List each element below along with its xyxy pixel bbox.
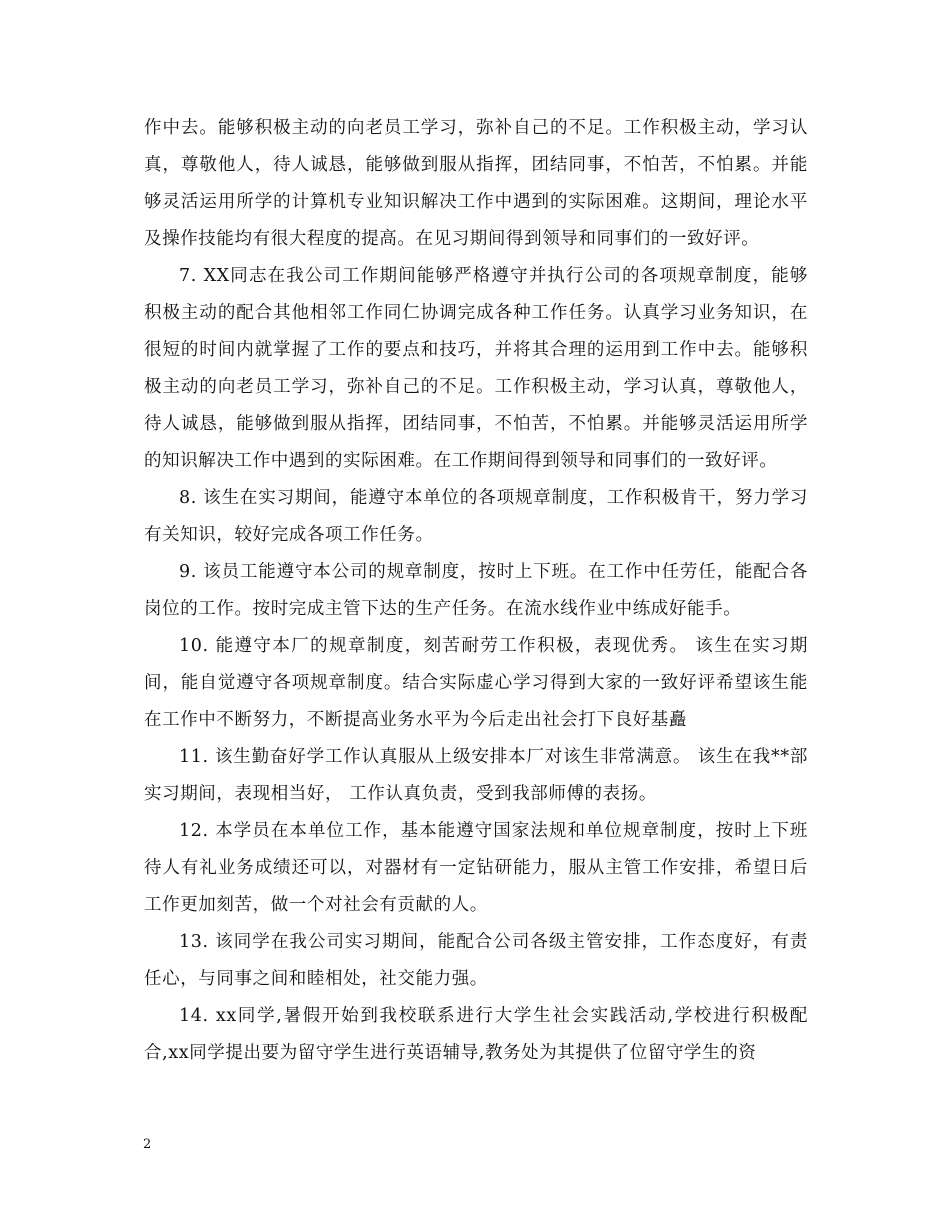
paragraph-item-11: 11. 该生勤奋好学工作认真服从上级安排本厂对该生非常满意。 该生在我**部实习期间，表现相当好， 工作认真负责，受到我部师傅的表扬。 [144, 747, 808, 804]
document-body [144, 110, 808, 1072]
paragraph-item-10: 10. 能遵守本厂的规章制度，刻苦耐劳工作积极，表现优秀。 该生在实习期间，能自觉遵守各项规章制度。结合实际虚心学习得到大家的一致好评希望该生能在工作中不断努力，不断提高业务水平为今后走出社会打下良好基矗 [144, 636, 808, 730]
paragraph-item-9: 9. 该员工能遵守本公司的规章制度，按时上下班。在工作中任劳任，能配合各岗位的工作。按时完成主管下达的生产任务。在流水线作业中练成好能手。 [144, 562, 808, 619]
paragraph-item-8: 8. 该生在实习期间，能遵守本单位的各项规章制度，工作积极肯干，努力学习有关知识，较好完成各项工作任务。 [144, 488, 808, 545]
paragraph-item-14: 14. xx同学,暑假开始到我校联系进行大学生社会实践活动,学校进行积极配合,xx同学提出要为留守学生进行英语辅导,教务处为其提供了位留守学生的资 [144, 1006, 808, 1063]
paragraph-item-13: 13. 该同学在我公司实习期间，能配合公司各级主管安排，工作态度好，有责任心，与同事之间和睦相处，社交能力强。 [144, 932, 808, 989]
paragraph-item-12: 12. 本学员在本单位工作，基本能遵守国家法规和单位规章制度，按时上下班待人有礼业务成绩还可以，对器材有一定钻研能力，服从主管工作安排，希望日后工作更加刻苦，做一个对社会有贡献的人。 [144, 821, 808, 915]
paragraph-continuation: 作中去。能够积极主动的向老员工学习，弥补自己的不足。工作积极主动，学习认真，尊敬他人，待人诚恳，能够做到服从指挥，团结同事，不怕苦，不怕累。并能够灵活运用所学的计算机专业知识解决工作中遇到的实际困难。这期间，理论水平及操作技能均有很大程度的提高。在见习期间得到领导和同事们的一致好评。 [144, 118, 808, 249]
page-number: 2 [143, 1137, 152, 1152]
paragraph-item-7: 7. XX同志在我公司工作期间能够严格遵守并执行公司的各项规章制度，能够积极主动的配合其他相邻工作同仁协调完成各种工作任务。认真学习业务知识，在很短的时间内就掌握了工作的要点和技巧，并将其合理的运用到工作中去。能够积极主动的向老员工学习，弥补自己的不足。工作积极主动，学习认真，尊敬他人，待人诚恳，能够做到服从指挥，团结同事，不怕苦，不怕累。并能够灵活运用所学的知识解决工作中遇到的实际困难。在工作期间得到领导和同事们的一致好评。 [144, 266, 808, 471]
